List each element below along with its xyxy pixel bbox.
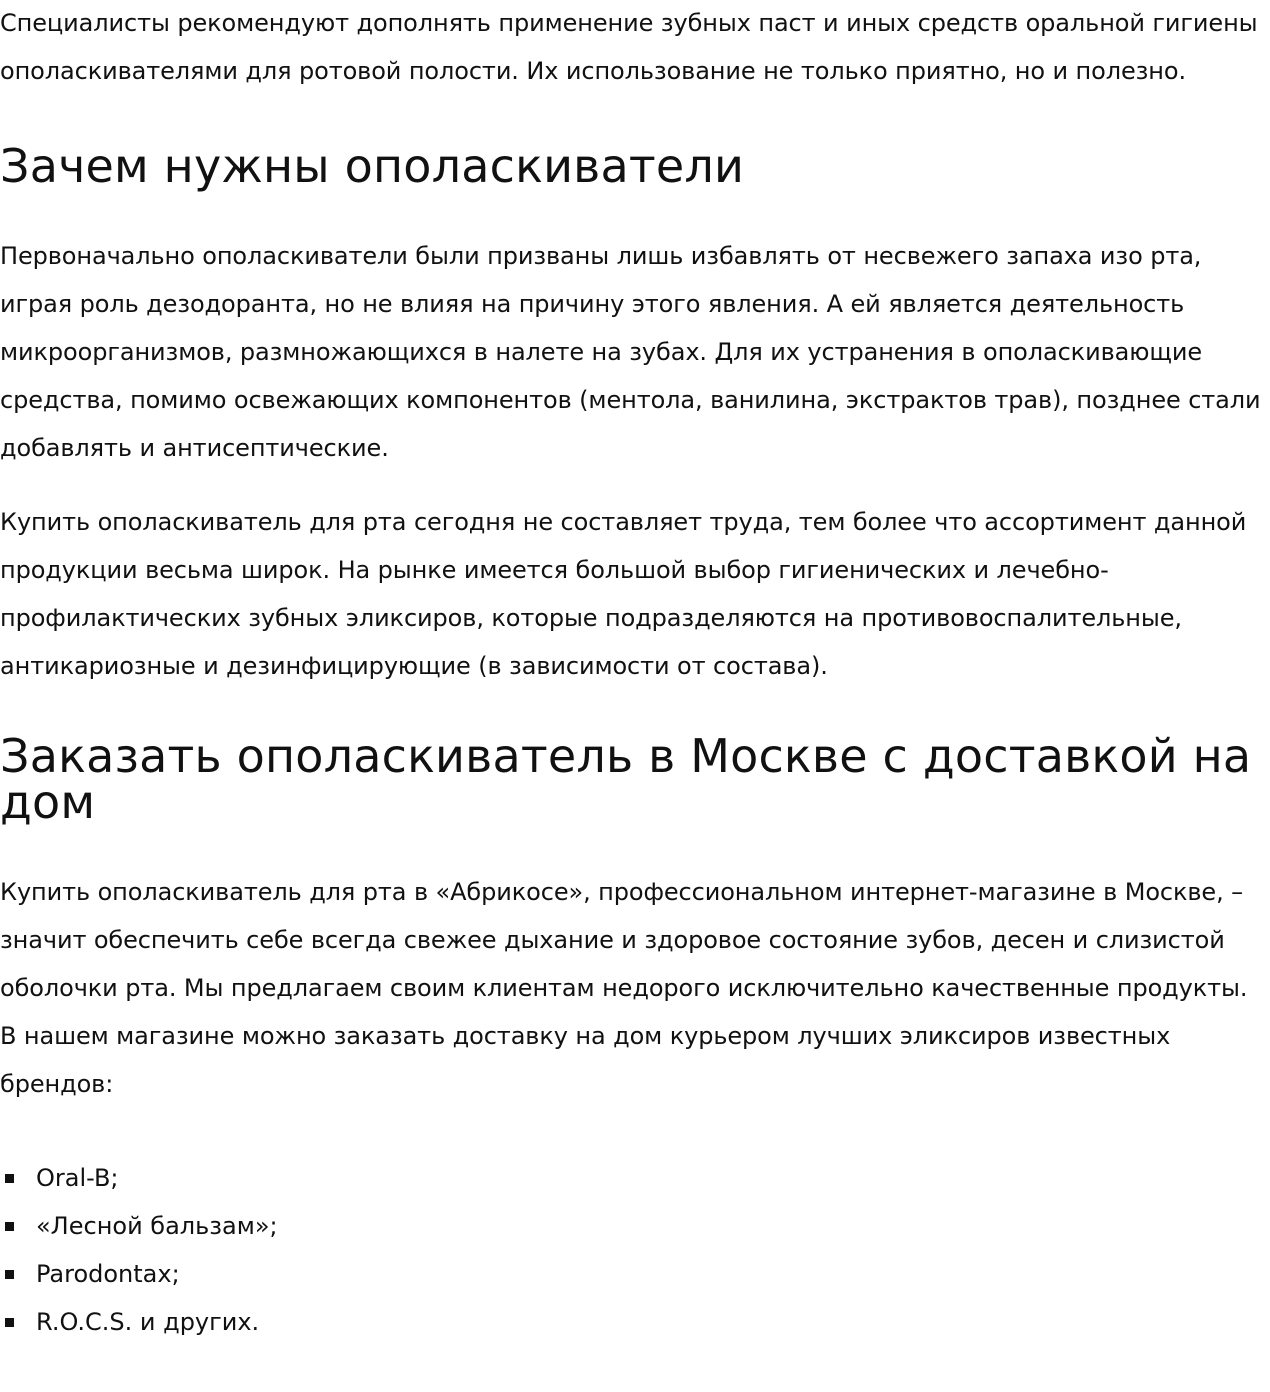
brand-name: «Лесной бальзам»; (36, 1212, 278, 1240)
brand-name: Oral-B; (36, 1164, 119, 1192)
list-item (0, 1298, 1270, 1346)
list-item (0, 1154, 1270, 1202)
paragraph-assortment: Купить ополаскиватель для рта сегодня не составляет труда, тем более что ассортимент данной продукции весьма широк. На рынке имеется большой выбор гигиенических и лечебно-профилактических зубных эликсиров, которые подразделяются на противовоспалительные, антикариозные и дезинфицирующие (в зависимости от состава). (0, 508, 1247, 680)
list-item (0, 1202, 1270, 1250)
paragraph-order: Купить ополаскиватель для рта в «Абрикосе», профессиональном интернет-магазине в Москве, – значит обеспечить себе всегда свежее дыхание и здоровое состояние зубов, десен и слизистой оболочки рта. Мы предлагаем своим клиентам недорого исключительно качественные продукты. В нашем магазине можно заказать доставку на дом курьером лучших эликсиров известных брендов: (0, 878, 1248, 1098)
heading-order-moscow: Заказать ополаскиватель в Москве с доставкой на дом (0, 729, 1252, 829)
heading-why-rinses: Зачем нужны ополаскиватели (0, 139, 745, 193)
square-bullet-icon (5, 1174, 14, 1183)
brands-list (0, 1154, 1270, 1346)
paragraph-origin: Первоначально ополаскиватели были призваны лишь избавлять от несвежего запаха изо рта, играя роль дезодоранта, но не влияя на причину этого явления. А ей является деятельность микроорганизмов, размножающихся в налете на зубах. Для их устранения в ополаскивающие средства, помимо освежающих компонентов (ментола, ванилина, экстрактов трав), позднее стали добавлять и антисептические. (0, 242, 1261, 462)
intro-paragraph: Специалисты рекомендуют дополнять применение зубных паст и иных средств оральной гигиены ополаскивателями для ротовой полости. Их использование не только приятно, но и полезно. (0, 9, 1258, 85)
square-bullet-icon (5, 1270, 14, 1279)
brand-name: R.O.C.S. и других. (36, 1308, 260, 1336)
square-bullet-icon (5, 1222, 14, 1231)
square-bullet-icon (5, 1318, 14, 1327)
brand-name: Parodontax; (36, 1260, 180, 1288)
list-item (0, 1250, 1270, 1298)
